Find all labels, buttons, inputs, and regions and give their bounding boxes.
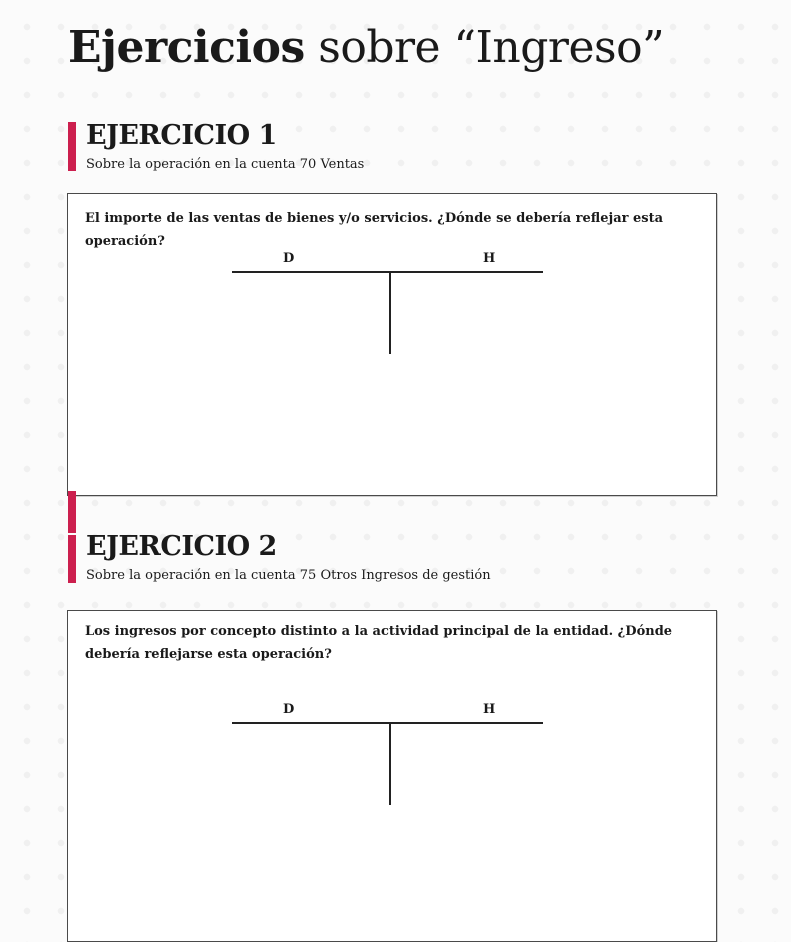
page-title <box>68 22 664 73</box>
exercise-answer-box <box>67 193 717 496</box>
t-account-horizontal-line <box>232 722 543 724</box>
exercise-heading: EJERCICIO 2 <box>86 531 277 562</box>
credit-label: H <box>483 251 496 266</box>
t-account <box>232 251 544 401</box>
exercise-question: Los ingresos por concepto distinto a la actividad principal de la entidad. ¿Dónde debería reflejarse esta operación? <box>85 624 673 662</box>
exercise-answer-box <box>67 610 717 942</box>
exercise-accent-bar <box>68 491 76 533</box>
exercise-subtitle: Sobre la operación en la cuenta 70 Ventas <box>86 157 365 172</box>
debit-label: D <box>283 251 295 266</box>
exercise-accent-bar <box>68 122 76 171</box>
exercise-question: El importe de las ventas de bienes y/o servicios. ¿Dónde se debería reflejar esta operación? <box>85 211 664 249</box>
page-title-bold: Ejercicios <box>68 22 305 73</box>
debit-label: D <box>283 702 295 717</box>
t-account <box>232 702 544 852</box>
exercise-accent-bar <box>68 535 76 583</box>
t-account-vertical-line <box>389 722 391 805</box>
t-account-horizontal-line <box>232 271 543 273</box>
t-account-vertical-line <box>389 271 391 354</box>
exercise-subtitle: Sobre la operación en la cuenta 75 Otros Ingresos de gestión <box>86 568 491 583</box>
page-title-rest: sobre “Ingreso” <box>304 22 665 73</box>
exercise-heading: EJERCICIO 1 <box>86 120 277 151</box>
credit-label: H <box>483 702 496 717</box>
